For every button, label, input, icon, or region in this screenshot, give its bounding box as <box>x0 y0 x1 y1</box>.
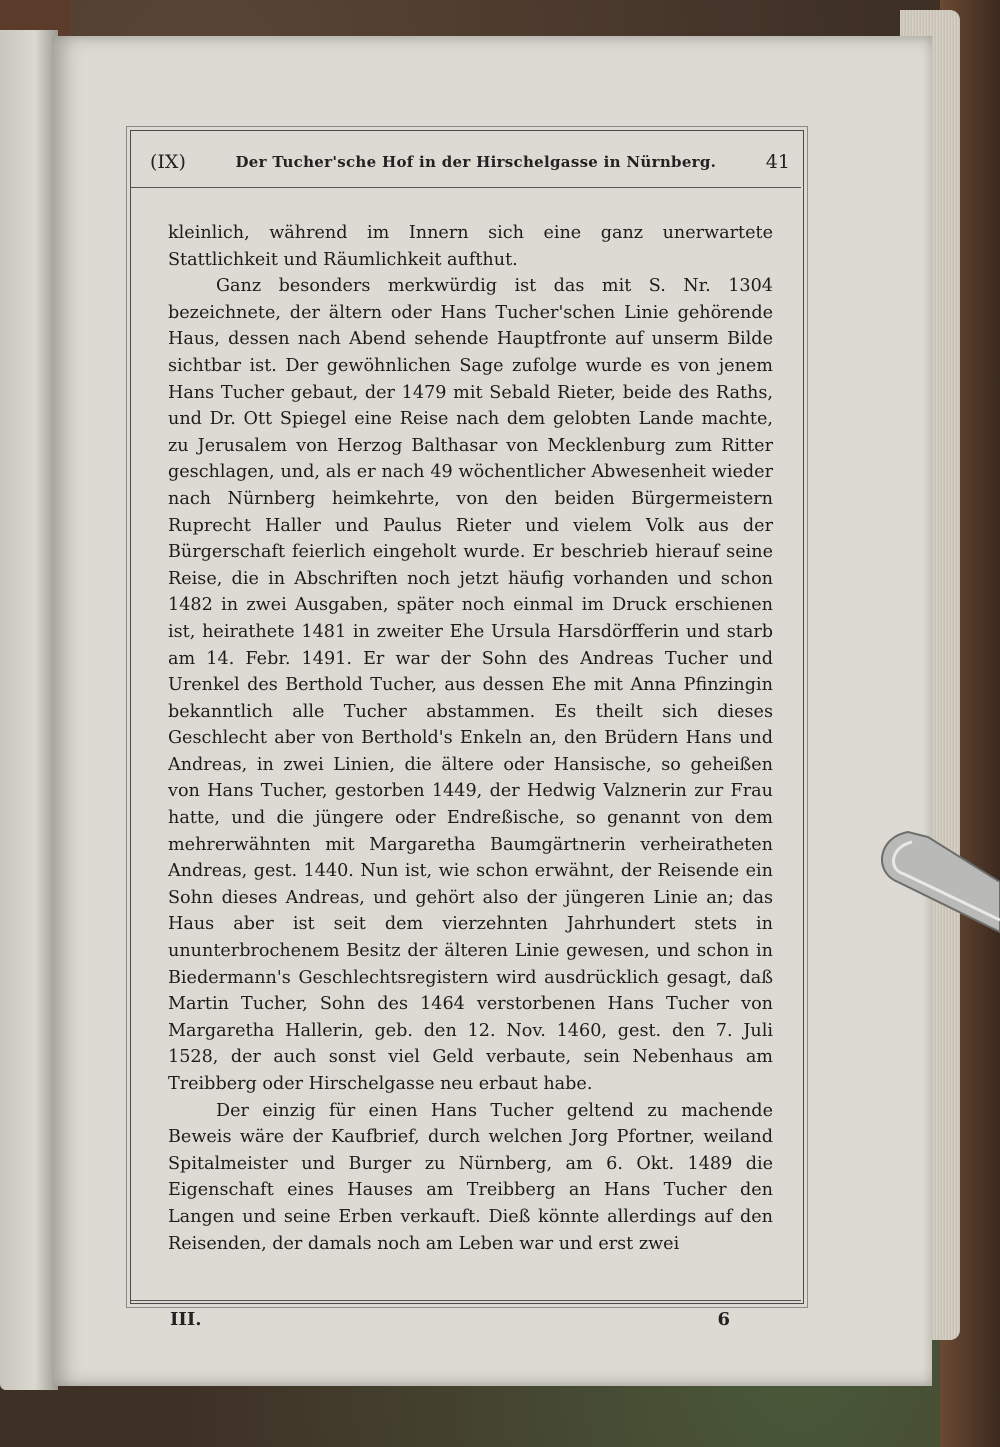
page-footer <box>170 1306 730 1332</box>
page-clip-icon <box>868 812 1000 942</box>
left-page-edge <box>0 30 58 1390</box>
page-number: 41 <box>765 151 790 173</box>
header-rule <box>131 187 801 188</box>
body-text <box>168 220 773 1257</box>
header-signature: (IX) <box>150 151 186 173</box>
volume-number: III. <box>170 1308 202 1330</box>
paragraph-2: Ganz besonders merkwürdig ist das mit S. Nr. 1304 bezeichnete, der ältern oder Hans Tucher'schen Linie gehörende Haus, dessen nach Abend sehende Hauptfronte auf unserm Bilde sichtbar ist. Der gewöhnlichen Sage zufolge wurde es von jenem Hans Tucher gebaut, der 1479 mit Sebald Rieter, beide des Raths, und Dr. Ott Spiegel eine Reise nach dem gelobten Lande machte, zu Jerusalem von Herzog Balthasar von Mecklenburg zum Ritter geschlagen, und, als er nach 49 wöchentlicher Abwesenheit wieder nach Nürnberg heimkehrte, von den beiden Bürgermeistern Ruprecht Haller und Paulus Rieter und vielem Volk aus der Bürgerschaft feierlich eingeholt wurde. Er beschrieb hierauf seine Reise, die in Abschriften noch jetzt häufig vorhanden und schon 1482 in zwei Ausgaben, später noch einmal im Druck erschienen ist, heirathete 1481 in zweiter Ehe Ursula Harsdörfferin und starb am 14. Febr. 1491. Er war der Sohn des Andreas Tucher und Urenkel des Berthold Tucher, aus dessen Ehe mit Anna Pfinzingin bekanntlich alle Tucher abstammen. Es theilt sich dieses Geschlecht aber von Berthold's Enkeln an, den Brüdern Hans und Andreas, in zwei Linien, die ältere oder Hansische, so geheißen von Hans Tucher, gestorben 1449, der Hedwig Valznerin zur Frau hatte, und die jüngere oder Endreßische, so genannt von dem mehrerwähnten mit Margaretha Baumgärtnerin verheiratheten Andreas, gest. 1440. Nun ist, wie schon erwähnt, der Reisende ein Sohn dieses Andreas, und gehört also der jüngeren Linie an; das Haus aber ist seit dem vierzehnten Jahrhundert stets in ununterbrochenem Besitz der älteren Linie gewesen, und schon in Biedermann's Geschlechtsregistern wird ausdrücklich gesagt, daß Martin Tucher, Sohn des 1464 verstorbenen Hans Tucher von Margaretha Hallerin, geb. den 12. Nov. 1460, gest. den 7. Juli 1528, der auch sonst viel Geld verbaute, sein Nebenhaus am Treibberg oder Hirschelgasse neu erbaut habe. <box>168 276 773 1094</box>
paragraph-1: kleinlich, während im Innern sich eine ganz unerwartete Stattlichkeit und Räumlichkeit aufthut. <box>168 223 773 270</box>
sheet-number: 6 <box>717 1308 730 1330</box>
running-header <box>150 146 790 178</box>
header-title: Der Tucher'sche Hof in der Hirschelgasse in Nürnberg. <box>235 153 717 171</box>
paragraph-3: Der einzig für einen Hans Tucher geltend zu machende Beweis wäre der Kaufbrief, durch welchen Jorg Pfortner, weiland Spitalmeister und Burger zu Nürnberg, am 6. Okt. 1489 die Eigenschaft eines Hauses am Treibberg an Hans Tucher den Langen und seine Erben verkauft. Dieß könnte allerdings auf den Reisenden, der damals noch am Leben war und erst zwei <box>168 1100 773 1254</box>
footer-rule <box>131 1300 801 1301</box>
